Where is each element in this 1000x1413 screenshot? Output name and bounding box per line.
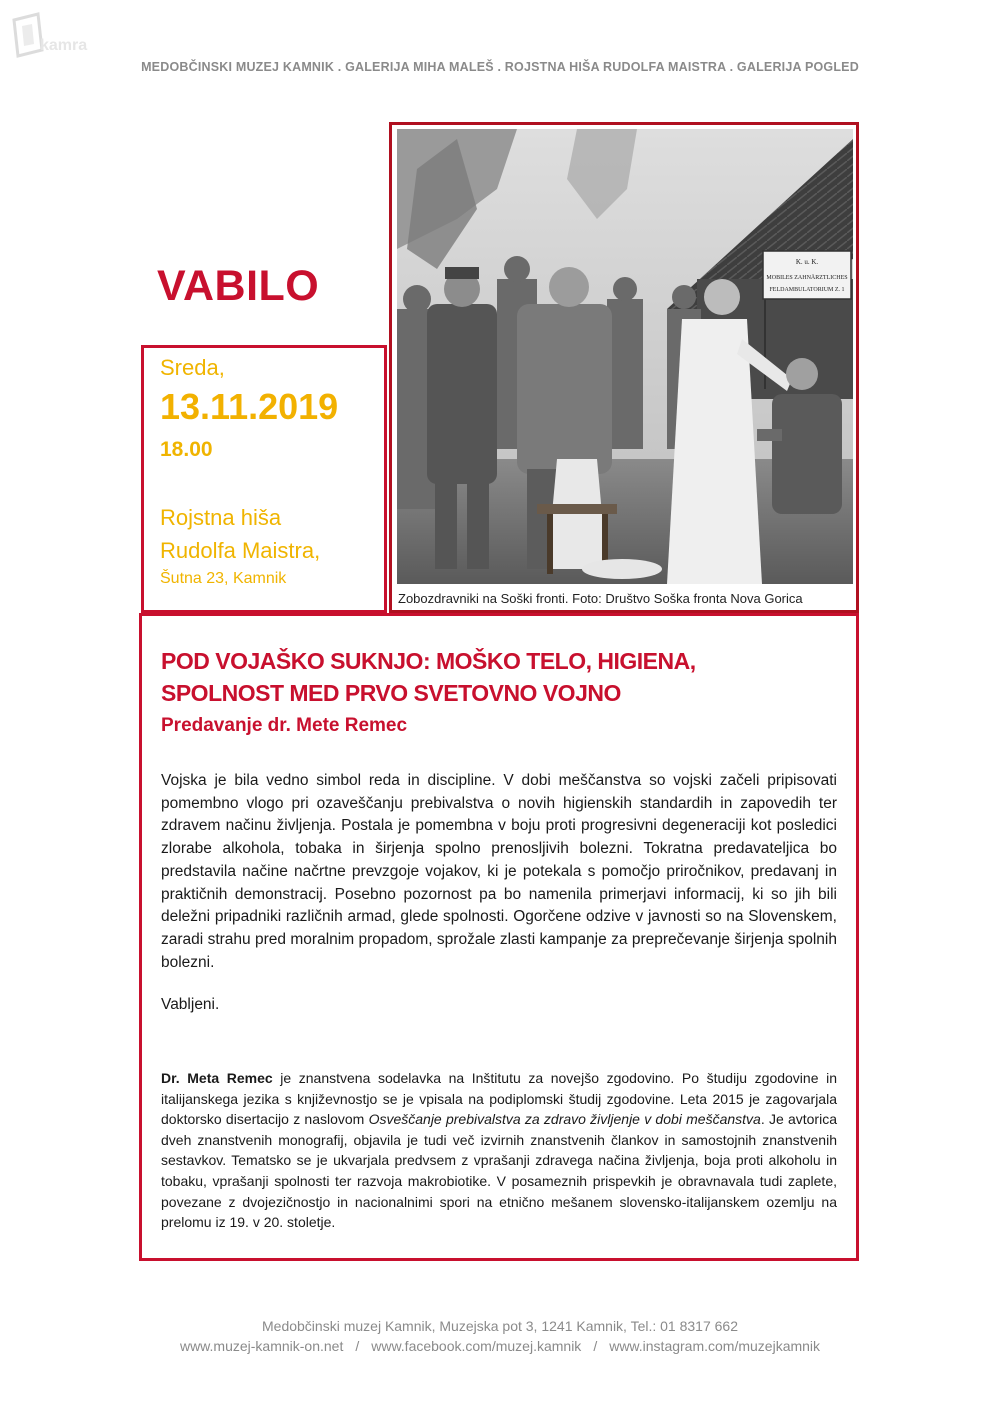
closing-text: Vabljeni. [161, 996, 220, 1013]
event-day: Sreda, [160, 355, 225, 380]
website-link[interactable]: www.muzej-kamnik-on.net [179, 1338, 344, 1354]
photo-sign-line2: MOBILES ZAHNÄRZTLICHES [766, 275, 848, 281]
page-title: VABILO [157, 262, 320, 310]
bio-text-part2: . Je avtorica dveh znanstvenih monografij, objavila je tudi več izvirnih znanstvenih člankov in samostojnih znanstvenih sestavkov. Tematsko se je ukvarjala predvsem z vprašanji zdravega načina življenja, boja proti alkoholu in tobaku, vprašanji spolnosti ter razvoja makrobiotike. V posameznih prispevkih je obravnavala tudi zaplete, povezane z dvojezičnostjo in nacionalnimi spori na etnično mešanem slovensko-italijanskem ozemlju na prelomu iz 19. v 20. stoletje. [161, 1111, 837, 1231]
lecture-title [161, 645, 801, 709]
instagram-link[interactable]: www.instagram.com/muzejkamnik [609, 1338, 821, 1354]
event-date: 13.11.2019 [160, 386, 339, 427]
lecture-description: Vojska je bila vedno simbol reda in discipline. V dobi meščanstva so vojski začeli pripisovati pomembno vlogo pri ozaveščanju prebivalstva o novih higienskih standardih in zapovedih ter zdravem načinu življenja. Postala je pomembna v boju proti progresivni degeneraciji kot posledici zlorabe alkohola, tobaka in širjenja spolno prenosljivih bolezni. Tokratna predavateljica bo predstavila načine načrtne prevzgoje vojakov, ki je potekala s pomočjo priročnikov, predavanj in praktičnih demonstracij. Posebno pozornost pa bo namenila primerjavi informacij, ki so jih bili deležni pripadniki različnih armad, glede spolnosti. Ogorčene odzive v javnosti so na Slovenskem, zaradi strahu pred moralnim propadom, sprožale zlasti kampanje za preprečevanje širjenja spolnih bolezni. [161, 772, 837, 971]
kamra-logo [10, 10, 110, 60]
bio-text-part1: je znanstvena sodelavka na Inštitutu za novejšo zgodovino. Po študiju zgodovine in italijanskega jezika s književnostjo se je vpisala na podiplomski študij zgodovine. Leta 2015 je zagovarjala doktorsko disertacijo z naslovom [161, 1070, 837, 1128]
speaker-name: Dr. Meta Remec [161, 1070, 273, 1086]
photo-sign-line1: K. u. K. [795, 258, 819, 266]
photo-caption: Zobozdravniki na Soški fronti. Foto: Društvo Soška fronta Nova Gorica [398, 591, 803, 606]
historical-photo [397, 129, 853, 584]
thesis-title: Osveščanje prebivalstva za zdravo življenje v dobi meščanstva [368, 1111, 761, 1128]
lecture-title-line2: SPOLNOST MED PRVO SVETOVNO VOJNO [161, 680, 621, 706]
footer-links [0, 1338, 1000, 1354]
lecture-title-line1: POD VOJAŠKO SUKNJO: MOŠKO TELO, HIGIENA, [161, 648, 696, 674]
footer-address: Medobčinski muzej Kamnik, Muzejska pot 3, 1241 Kamnik, Tel.: 01 8317 662 [262, 1318, 738, 1334]
photo-sign-line3: FELDAMBULATORIUM Z. 1 [769, 287, 845, 293]
speaker-bio [161, 1068, 837, 1233]
footer-separator: / [355, 1338, 360, 1354]
facebook-link[interactable]: www.facebook.com/muzej.kamnik [371, 1338, 582, 1354]
dentists-photo-illustration [397, 129, 853, 584]
event-time: 18.00 [160, 438, 213, 461]
event-venue-line2: Rudolfa Maistra, [160, 538, 321, 563]
logo-text: kamra [40, 37, 88, 54]
event-venue-line1: Rojstna hiša [160, 505, 282, 530]
kamra-logo-icon [10, 10, 110, 60]
footer-separator: / [593, 1338, 598, 1354]
institutions-header: MEDOBČINSKI MUZEJ KAMNIK . GALERIJA MIHA MALEŠ . ROJSTNA HIŠA RUDOLFA MAISTRA . GALERIJA POGLED [141, 60, 859, 74]
event-address: Šutna 23, Kamnik [160, 570, 287, 587]
lecture-subtitle: Predavanje dr. Mete Remec [161, 715, 408, 736]
